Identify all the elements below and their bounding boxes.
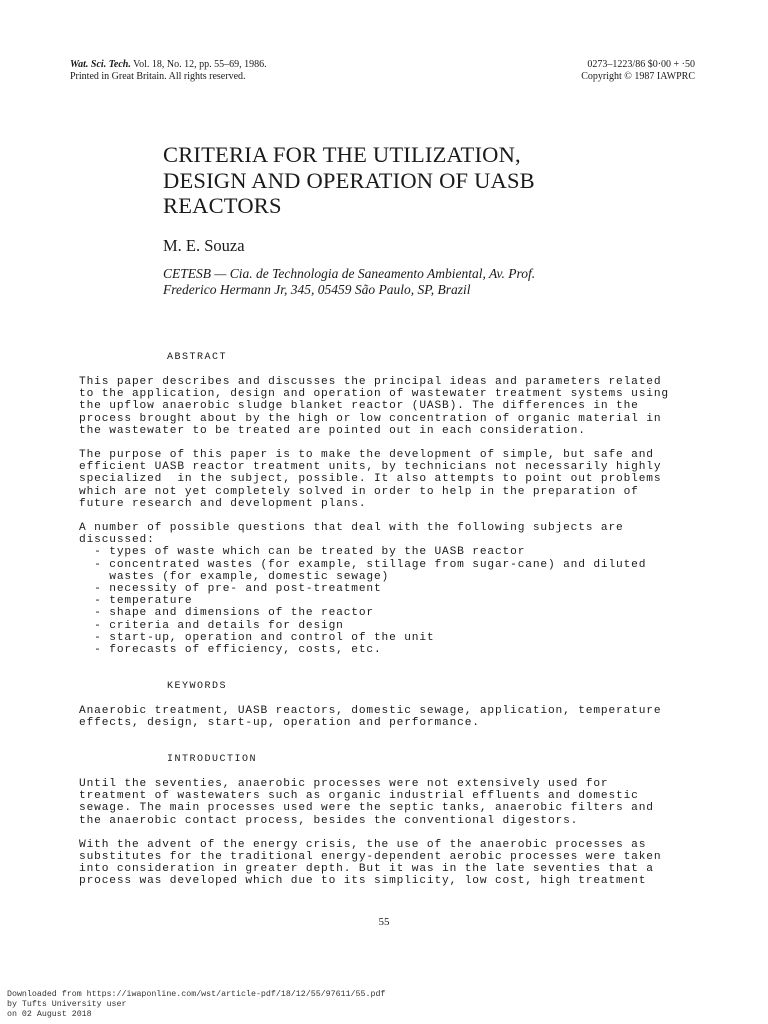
footer-line: on 02 August 2018 xyxy=(7,1009,92,1019)
title-line: REACTORS xyxy=(163,193,282,218)
keywords-heading: KEYWORDS xyxy=(167,681,228,692)
list-item: - shape and dimensions of the reactor xyxy=(79,607,374,620)
issn-price: 0273–1223/86 $0·00 + ·50 xyxy=(587,59,695,70)
list-item: - temperature xyxy=(79,595,193,608)
affiliation-line: CETESB — Cia. de Technologia de Saneamento Ambiental, Av. Prof. xyxy=(163,266,536,281)
abstract-heading: ABSTRACT xyxy=(167,352,228,363)
abstract-section xyxy=(79,376,699,656)
list-item: - concentrated wastes (for example, stillage from sugar-cane) and diluted wastes (for example, domestic sewage) xyxy=(94,558,647,583)
journal-name: Wat. Sci. Tech. xyxy=(70,59,131,70)
affiliation xyxy=(163,266,535,298)
introduction-heading: INTRODUCTION xyxy=(167,754,258,765)
list-item: - start-up, operation and control of the unit xyxy=(79,631,435,644)
keywords-text: Anaerobic treatment, UASB reactors, domestic sewage, application, temperature effects, design, start-up, operation and performance. xyxy=(79,705,662,730)
footer-line: Downloaded from https://iwaponline.com/wst/article-pdf/18/12/55/97611/55.pdf xyxy=(7,990,386,999)
subject-list xyxy=(79,546,699,656)
abstract-paragraph: This paper describes and discusses the principal ideas and parameters related to the application, design and operation of wastewater treatment systems using the upflow anaerobic sludge blanket reactor (UASB). The differences in the process brought about by the high or low concentration of organic material in the wastewater to be treated are pointed out in each consideration. xyxy=(79,376,669,437)
list-item: - forecasts of efficiency, costs, etc. xyxy=(79,644,382,657)
list-item: - types of waste which can be treated by the UASB reactor xyxy=(79,546,526,559)
introduction-paragraph: With the advent of the energy crisis, the use of the anaerobic processes as substitutes for the traditional energy-dependent aerobic processes were taken into consideration in greater depth. But it was in the late seventies that a process was developed which due to its simplicity, low cost, high treatment xyxy=(79,838,662,888)
abstract-paragraph: The purpose of this paper is to make the development of simple, but safe and efficient UASB reactor treatment units, by technicians not necessarily highly specialized in the subject, possible. It also attempts to point out problems which are not yet completely solved in order to help in the preparation of future research and development plans. xyxy=(79,449,662,510)
page-number: 55 xyxy=(378,916,390,928)
copyright: Copyright © 1987 IAWPRC xyxy=(581,71,695,82)
introduction-paragraph: Until the seventies, anaerobic processes were not extensively used for treatment of wastewaters such as organic industrial effluents and domestic sewage. The main processes used were the septic tanks, anaerobic filters and the anaerobic contact process, besides the conventional digestors. xyxy=(79,778,654,827)
affiliation-line: Frederico Hermann Jr, 345, 05459 São Paulo, SP, Brazil xyxy=(163,282,471,297)
printed-note: Printed in Great Britain. All rights reserved. xyxy=(70,71,246,82)
running-header-left xyxy=(70,59,267,83)
author: M. E. Souza xyxy=(163,236,245,255)
running-header-right xyxy=(581,59,695,83)
title-line: CRITERIA FOR THE UTILIZATION, xyxy=(163,142,521,167)
keywords-section xyxy=(79,705,699,729)
citation: Vol. 18, No. 12, pp. 55–69, 1986. xyxy=(133,59,267,70)
footer-line: by Tufts University user xyxy=(7,999,127,1009)
list-item: - criteria and details for design xyxy=(79,619,344,632)
list-item: - necessity of pre- and post-treatment xyxy=(79,583,382,596)
download-footer xyxy=(7,990,385,1019)
title-line: DESIGN AND OPERATION OF UASB xyxy=(163,167,535,193)
introduction-section xyxy=(79,778,699,888)
abstract-paragraph: A number of possible questions that deal with the following subjects are discussed: xyxy=(79,522,624,547)
paper-title xyxy=(163,142,683,219)
